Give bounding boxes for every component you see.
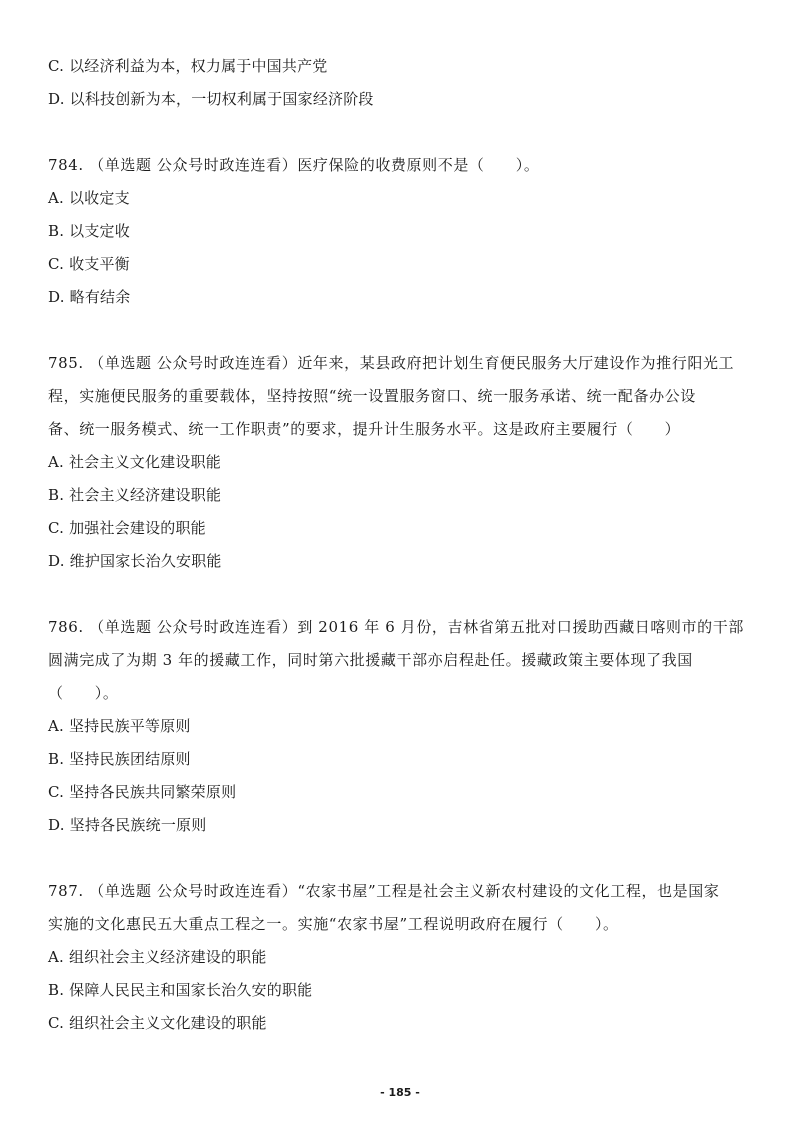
q784-option-a: A. 以收定支 <box>48 189 130 207</box>
q786-stem-line-2: 圆满完成了为期 3 年的援藏工作，同时第六批援藏干部亦启程赴任。援藏政策主要体现了我国 <box>48 651 693 669</box>
q787-option-b: B. 保障人民民主和国家长治久安的职能 <box>48 981 313 999</box>
q784-option-c: C. 收支平衡 <box>48 255 130 273</box>
q787-stem-line-1: 787. （单选题 公众号时政连连看）“农家书屋”工程是社会主义新农村建设的文化工程，也是国家 <box>48 882 720 900</box>
q785-option-a: A. 社会主义文化建设职能 <box>48 453 221 471</box>
q787-option-a: A. 组织社会主义经济建设的职能 <box>48 948 267 966</box>
q784-option-d: D. 略有结余 <box>48 288 131 306</box>
q785-option-c: C. 加强社会建设的职能 <box>48 519 206 537</box>
q786-option-b: B. 坚持民族团结原则 <box>48 750 191 768</box>
q786-option-c: C. 坚持各民族共同繁荣原则 <box>48 783 237 801</box>
q784-stem-line-1: 784. （单选题 公众号时政连连看）医疗保险的收费原则不是（ ）。 <box>48 156 540 174</box>
q785-option-d: D. 维护国家长治久安职能 <box>48 552 222 570</box>
q785-option-b: B. 社会主义经济建设职能 <box>48 486 222 504</box>
q785-stem-line-2: 程，实施便民服务的重要载体，坚持按照“统一设置服务窗口、统一服务承诺、统一配备办公设 <box>48 387 696 405</box>
q786-stem-line-3: （ ）。 <box>48 684 119 702</box>
prev-option-c: C. 以经济利益为本，权力属于中国共产党 <box>48 57 328 75</box>
q787-option-c: C. 组织社会主义文化建设的职能 <box>48 1014 267 1032</box>
q785-stem-line-1: 785. （单选题 公众号时政连连看）近年来，某县政府把计划生育便民服务大厅建设作为推行阳光工 <box>48 354 735 372</box>
q787-stem-line-2: 实施的文化惠民五大重点工程之一。实施“农家书屋”工程说明政府在履行（ ）。 <box>48 915 619 933</box>
page-number: - 185 - <box>380 1086 420 1099</box>
q786-stem-line-1: 786. （单选题 公众号时政连连看）到 2016 年 6 月份，吉林省第五批对口援助西藏日喀则市的干部 <box>48 618 744 636</box>
q786-option-a: A. 坚持民族平等原则 <box>48 717 191 735</box>
q786-option-d: D. 坚持各民族统一原则 <box>48 816 207 834</box>
q784-option-b: B. 以支定收 <box>48 222 130 240</box>
q785-stem-line-3: 备、统一服务模式、统一工作职责”的要求，提升计生服务水平。这是政府主要履行（ ） <box>48 420 681 438</box>
prev-option-d: D. 以科技创新为本，一切权利属于国家经济阶段 <box>48 90 374 108</box>
